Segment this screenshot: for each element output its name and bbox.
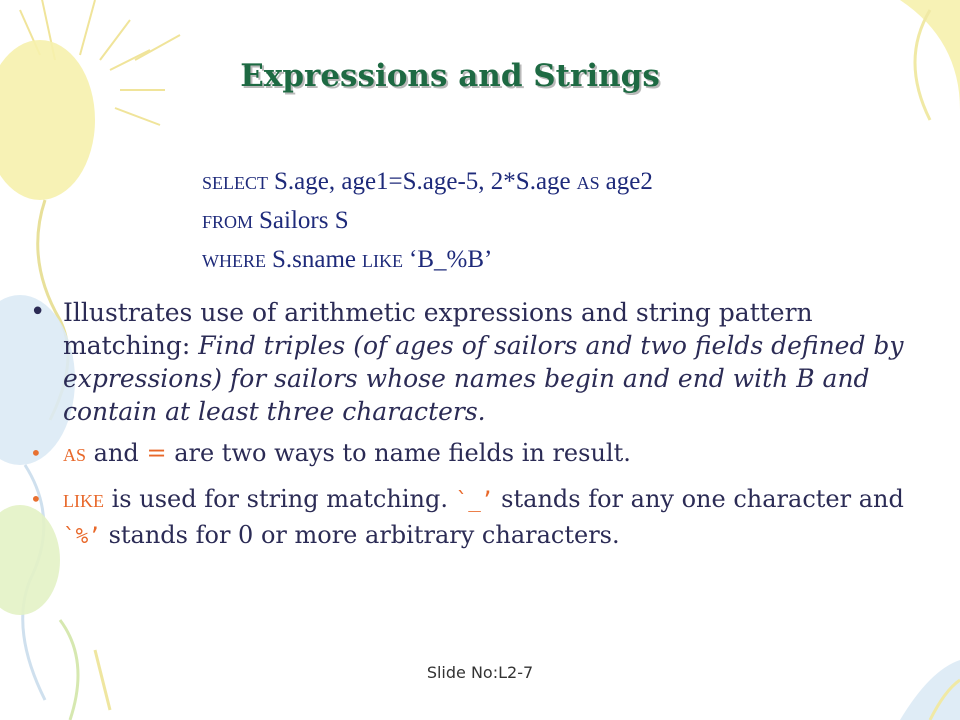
bullet-as-keyword: AS [63, 445, 87, 465]
bullet-as-equals: = [146, 439, 167, 467]
bullet-like-percent: `%’ [63, 524, 101, 548]
bullet-dot-icon: • [30, 297, 46, 327]
sql-like-pattern: ‘B_%B’ [409, 246, 493, 273]
top-right-balloon-decoration [900, 0, 960, 120]
sql-code-block [202, 163, 653, 280]
sql-alias-age2: age2 [605, 168, 653, 195]
sql-keyword-as: AS [576, 173, 600, 193]
sql-keyword-like: LIKE [362, 251, 403, 271]
sql-where-column: S.sname [271, 246, 357, 273]
slide-title: Expressions and Strings [240, 58, 660, 94]
slide-number: Slide No:L2-7 [426, 663, 534, 682]
bullet-like-keyword: LIKE [63, 491, 104, 511]
bullet-as-rest: are two ways to name fields in result. [174, 439, 631, 467]
sql-select-list: S.age, age1=S.age-5, 2*S.age [274, 168, 571, 195]
sql-keyword-where: WHERE [202, 251, 266, 271]
bullet-main-plain: Illustrates use of arithmetic expressions and string pattern matching: [63, 298, 813, 360]
bullet-main [30, 296, 920, 428]
bullet-dot-icon: • [30, 441, 42, 465]
sql-line-select [202, 163, 653, 202]
sql-keyword-select: SELECT [202, 173, 268, 193]
sql-keyword-from: FROM [202, 212, 254, 232]
bullet-as [30, 436, 920, 472]
bullet-main-italic: Find triples (of ages of sailors and two fields defined by expressions) for sailors whose names begin and end with B and contain at least three characters. [63, 331, 904, 426]
bullet-list [30, 296, 920, 563]
sql-line-where [202, 241, 653, 280]
bullet-like-part3: stands for 0 or more arbitrary characters. [108, 521, 620, 549]
sql-from-table: Sailors S [259, 207, 349, 234]
bullet-like-underscore: `_’ [455, 488, 494, 512]
bullet-as-and: and [93, 439, 139, 467]
bullet-like [30, 482, 920, 553]
bullet-like-part1: is used for string matching. [111, 485, 448, 513]
sql-line-from [202, 202, 653, 241]
bullet-like-part2: stands for any one character and [501, 485, 904, 513]
bullet-dot-icon: • [30, 487, 42, 511]
